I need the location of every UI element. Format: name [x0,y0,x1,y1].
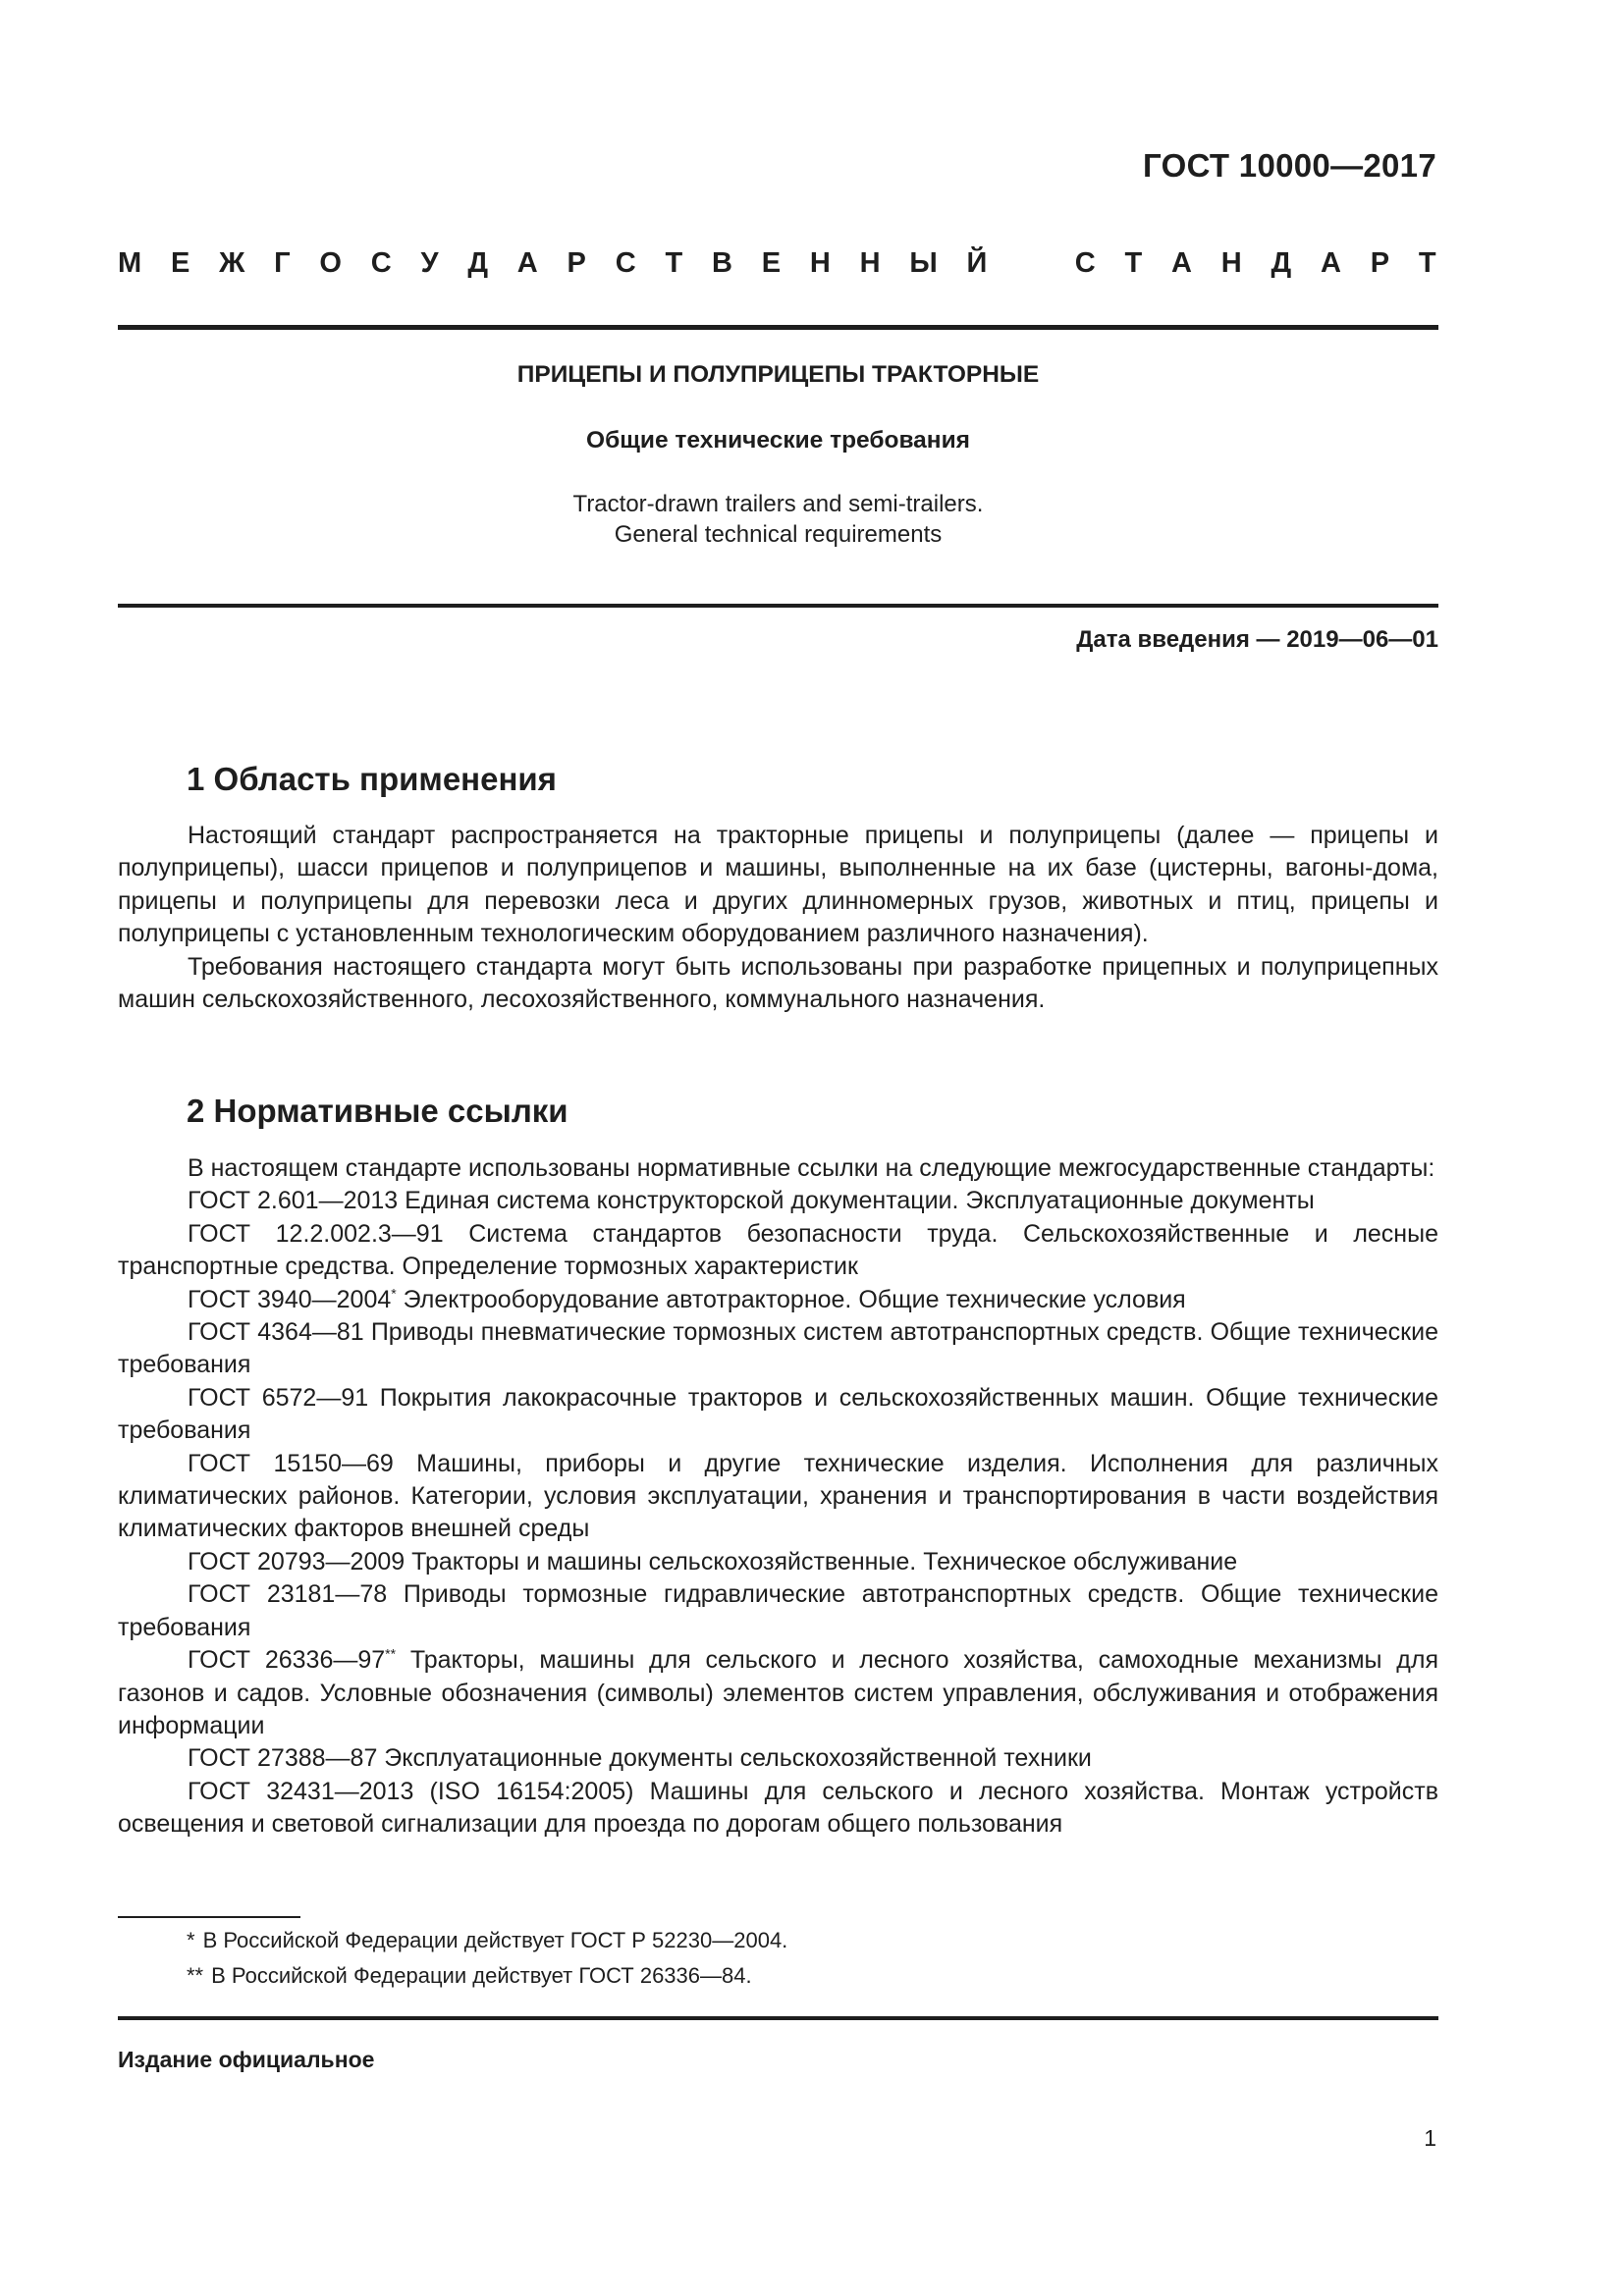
footnote-marker: ** [385,1645,397,1662]
footnote-separator [118,1916,300,1918]
reference-title: Тракторы и машины сельскохозяйственные. Техническое обслуживание [405,1547,1238,1575]
doc-kind-letter: С [615,247,636,279]
doc-kind-letter: Н [809,247,831,279]
title-divider [118,604,1438,608]
reference-item [118,1546,1438,1578]
reference-code: ГОСТ 20793—2009 [188,1547,406,1575]
doc-kind-letter: Й [966,247,988,279]
doc-kind-letter: М [118,247,142,279]
footnote-mark: ** [187,1963,204,1988]
paragraph: В настоящем стандарте использованы нормативные ссылки на следующие межгосударственные стандарты: [188,1154,1435,1182]
reference-title: Единая система конструкторской документации. Эксплуатационные документы [398,1187,1315,1215]
edition-label: Издание официальное [118,2047,375,2072]
reference-code: ГОСТ 26336—97 [188,1646,386,1675]
reference-item [118,1382,1438,1448]
doc-kind-letter: Р [1370,247,1390,279]
footnote [187,1963,752,1989]
reference-item [118,1448,1438,1546]
footnote-mark: * [187,1928,195,1952]
reference-item [118,1185,1438,1217]
doc-kind-letter: А [1171,247,1192,279]
document-title-english [118,489,1438,550]
section-2-body [118,1152,1438,1842]
doc-kind-letter: Ж [219,247,245,279]
doc-kind-letter: Е [761,247,782,279]
doc-kind-letter: С [370,247,392,279]
reference-code: ГОСТ 12.2.002.3—91 [188,1219,444,1248]
reference-code: ГОСТ 32431—2013 [188,1777,414,1805]
doc-kind-letter: В [711,247,732,279]
doc-kind-letter: Н [1220,247,1242,279]
reference-code: ГОСТ 27388—87 [188,1744,378,1773]
doc-kind-letter: О [319,247,342,279]
reference-item [118,1742,1438,1775]
doc-kind-letter: А [1321,247,1341,279]
document-title: ПРИЦЕПЫ И ПОЛУПРИЦЕПЫ ТРАКТОРНЫЕ [516,361,1040,388]
introduction-date: Дата введения — 2019—06—01 [1076,626,1438,653]
reference-item [118,1284,1438,1316]
reference-item [118,1776,1438,1842]
section-heading: 1 Область применения [187,761,557,797]
doc-kind-letter: Т [1418,247,1436,279]
reference-code: ГОСТ 6572—91 [188,1383,369,1412]
doc-number: ГОСТ 10000—2017 [1143,147,1436,184]
section-1-body [118,820,1438,1016]
doc-kind-letter: Ы [909,247,938,279]
doc-kind-heading [118,247,1436,280]
page-number: 1 [1424,2125,1436,2151]
doc-kind-letter: Д [467,247,488,279]
footer-divider [118,2016,1438,2020]
reference-title: Электрооборудование автотракторное. Общие технические условия [396,1285,1186,1313]
doc-kind-letter: Р [567,247,586,279]
reference-title: Тракторы, машины для сельского и лесного хозяйства, самоходные механизмы для газонов и садов. Условные обозначения (символы) элементов систем управления, обслуживания и отображения информации [118,1646,1438,1739]
reference-title: (ISO 16154:2005) Машины для сельского и лесного хозяйства. Монтаж устройств освещения и световой сигнализации для проезда по дорогам общего пользования [118,1777,1438,1839]
footnote-marker: * [391,1285,397,1302]
document-subtitle: Общие технические требования [586,427,970,454]
doc-kind-letter: У [420,247,439,279]
reference-code: ГОСТ 3940—2004 [188,1285,392,1313]
doc-kind-letter: С [1074,247,1096,279]
section-heading: 2 Нормативные ссылки [187,1093,568,1129]
doc-kind-letter: Г [274,247,291,279]
header-divider [118,325,1438,330]
reference-title: Приводы пневматические тормозных систем автотранспортных средств. Общие технические требования [118,1318,1438,1379]
reference-code: ГОСТ 2.601—2013 [188,1187,399,1215]
reference-title: Машины, приборы и другие технические изделия. Исполнения для различных климатических районов. Категории, условия эксплуатации, хранения и транспортирования в части воздействия климатических факторов внешней среды [118,1449,1438,1543]
doc-kind-letter: Н [859,247,881,279]
reference-title: Система стандартов безопасности труда. Сельскохозяйственные и лесные транспортные средства. Определение тормозных характеристик [118,1219,1438,1281]
english-title-line: Tractor-drawn trailers and semi-trailers. [572,491,984,517]
reference-code: ГОСТ 4364—81 [188,1318,364,1347]
reference-title: Покрытия лакокрасочные тракторов и сельскохозяйственных машин. Общие технические требования [118,1383,1438,1445]
reference-item [118,1578,1438,1644]
reference-item [118,1218,1438,1284]
reference-title: Эксплуатационные документы сельскохозяйственной техники [377,1744,1092,1773]
doc-kind-letter: Д [1271,247,1292,279]
reference-code: ГОСТ 23181—78 [188,1580,388,1609]
reference-title: Приводы тормозные гидравлические автотранспортных средств. Общие технические требования [118,1580,1438,1641]
reference-item [118,1316,1438,1382]
footnote-text: В Российской Федерации действует ГОСТ 26336—84. [211,1963,752,1988]
english-title-line: General technical requirements [614,521,943,548]
reference-item [118,1644,1438,1742]
paragraph: Настоящий стандарт распространяется на тракторные прицепы и полуприцепы (далее — прицепы и полуприцепы), шасси прицепов и полуприцепов и машины, выполненные на их базе (цистерны, вагоны-дома, прицепы и полуприцепы для перевозки леса и других длинномерных грузов, животных и птиц, прицепы и полуприцепы с установленным технологическим оборудованием различного назначения). [118,822,1438,948]
doc-kind-letter: Е [170,247,190,279]
footnote-text: В Российской Федерации действует ГОСТ Р 52230—2004. [202,1928,788,1952]
reference-code: ГОСТ 15150—69 [188,1449,394,1477]
paragraph: Требования настоящего стандарта могут быть использованы при разработке прицепных и полуприцепных машин сельскохозяйственного, лесохозяйственного, коммунального назначения. [118,952,1438,1014]
doc-kind-letter: Т [1124,247,1143,279]
doc-kind-letter: Т [665,247,683,279]
footnote [187,1928,787,1953]
doc-kind-letter: А [516,247,538,279]
